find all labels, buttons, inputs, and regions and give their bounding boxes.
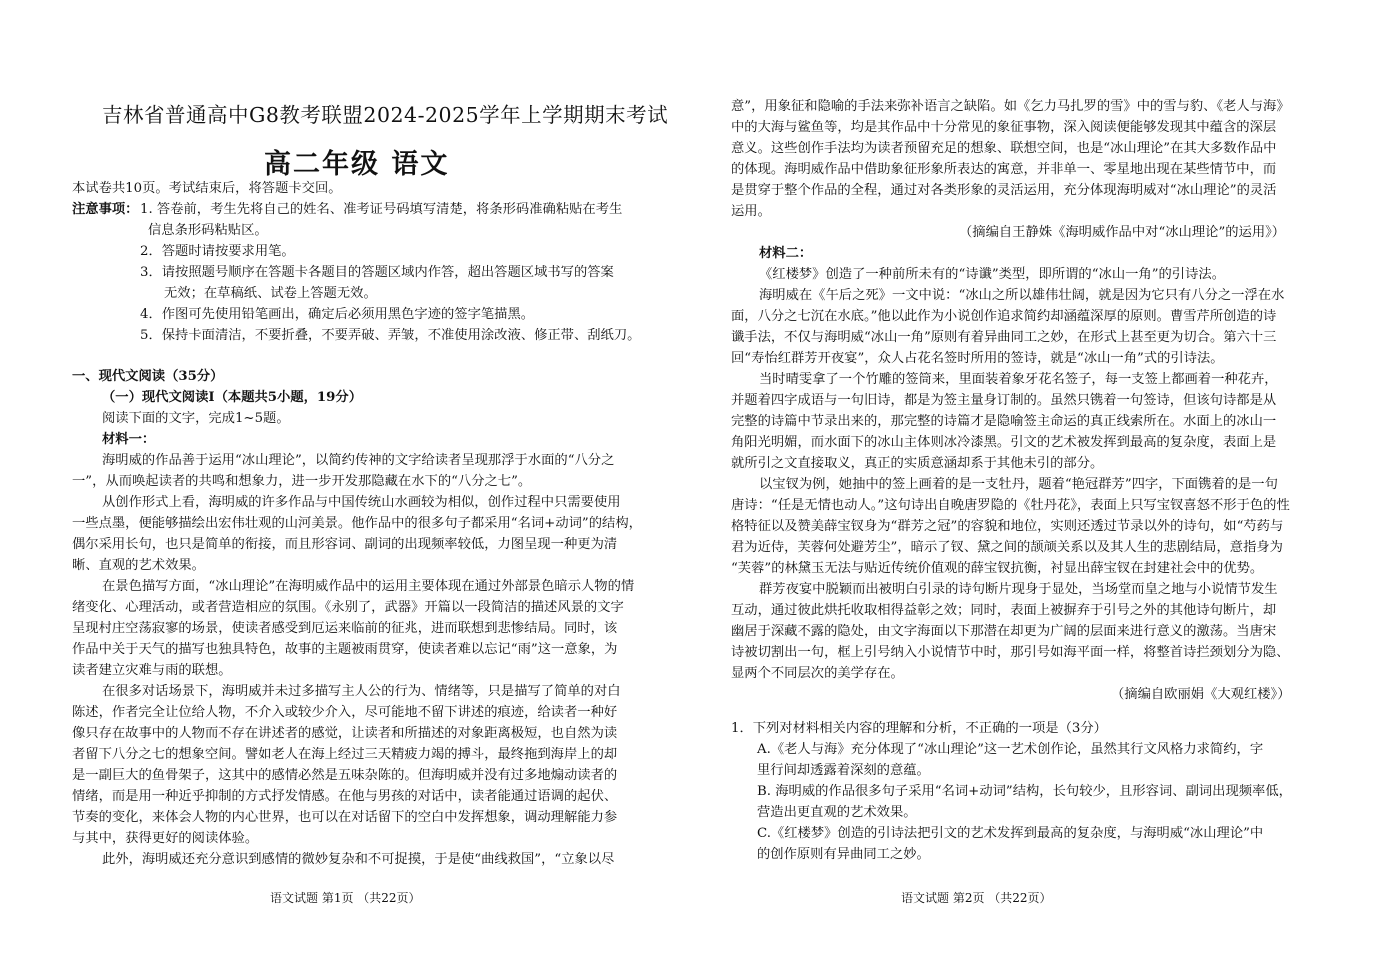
- notice-item: 信息条形码粘贴区。: [148, 223, 268, 238]
- paragraph-line: 海明威的作品善于运用“冰山理论”，以简约传神的文字给读者呈现那浮于水面的“八分之: [102, 453, 615, 468]
- paragraph-line: 群芳夜宴中脱颖而出被明白引录的诗句断片现身于显处，当场堂而皇之地与小说情节发生: [759, 582, 1278, 597]
- paragraph-line: 唐诗：“任是无情也动人。”这句诗出自晚唐罗隐的《牡丹花》，表面上只写宝钗喜怒不形于色的性: [731, 498, 1290, 513]
- paragraph-line: 作品中关于天气的描写也独具特色，故事的主题被雨贯穿，使读者难以忘记“雨”这一意象，为: [72, 642, 618, 657]
- paragraph-line: 是一副巨大的鱼骨架子，这其中的感情必然是五味杂陈的。但海明威并没有过多地煽动读者的: [72, 768, 618, 783]
- paragraph-line: 当时晴雯拿了一个竹雕的签筒来，里面装着象牙花名签子，每一支签上都画着一种花卉，: [759, 372, 1278, 387]
- paragraph-line: 互动，通过彼此烘托收取相得益彰之效；同时，表面上被摒弃于引号之外的其他诗句断片，却: [731, 603, 1277, 618]
- paragraph-line: 回“寿怡红群芳开夜宴”，众人占花名签时所用的签诗，就是“冰山一角”式的引诗法。: [731, 351, 1224, 366]
- question-stem: 1．下列对材料相关内容的理解和分析，不正确的一项是（3分）: [731, 721, 1107, 736]
- paragraph-line: 中的大海与鲨鱼等，均是其作品中十分常见的象征事物，深入阅读便能够发现其中蕴含的深层: [731, 120, 1277, 135]
- notice-item: 2．答题时请按要求用笔。: [140, 244, 295, 259]
- paragraph-line: 者留下八分之七的想象空间。譬如老人在海上经过三天精疲力竭的搏斗，最终拖到海岸上的却: [72, 747, 618, 762]
- notice-item: 3．请按照题号顺序在答题卡各题目的答题区域内作答，超出答题区域书写的答案: [140, 265, 614, 280]
- notice-item: 4．作图可先使用铅笔画出，确定后必须用黑色字迹的签字笔描黑。: [140, 307, 535, 322]
- paragraph-line: 并题着四字成语与一句旧诗，都是为签主量身订制的。虽然只镌着一句签诗，但该句诗都是从: [731, 393, 1277, 408]
- paragraph-line: 角阳光明媚，而水面下的冰山主体则冰冷漆黑。引文的艺术被发挥到最高的复杂度，表面上是: [731, 435, 1277, 450]
- paragraph-line: 在景色描写方面，“冰山理论”在海明威作品中的运用主要体现在通过外部景色暗示人物的情: [102, 579, 635, 594]
- paragraph-line: 《红楼梦》创造了一种前所未有的“诗谶”类型，即所谓的“冰山一角”的引诗法。: [759, 267, 1225, 282]
- paragraph-line: 就所引之文直接取义，真正的实质意涵却系于其他未引的部分。: [731, 456, 1104, 471]
- answer-option: B. 海明威的作品很多句子采用“名词+动词”结构，长句较少，且形容词、副词出现频率低，: [757, 784, 1292, 799]
- paragraph-line: 此外，海明威还充分意识到感情的微妙复杂和不可捉摸，于是使“曲线救国”，“立象以尽: [102, 852, 615, 867]
- paragraph-line: 一”，从而唤起读者的共鸣和想象力，进一步开发那隐藏在水下的“八分之七”。: [72, 474, 532, 489]
- right-page: [731, 0, 1307, 971]
- paragraph-line: 读者建立灾难与雨的联想。: [72, 663, 232, 678]
- paragraph-line: “芙蓉”的林黛玉无法与贴近传统价值观的薛宝钗抗衡，衬显出薛宝钗在封建社会中的优势。: [731, 561, 1264, 576]
- paragraph-line: 以宝钗为例，她抽中的签上画着的是一支牡丹，题着“艳冠群芳”四字，下面镌着的是一句: [759, 477, 1278, 492]
- paragraph-line: 从创作形式上看，海明威的许多作品与中国传统山水画较为相似，创作过程中只需要使用: [102, 495, 621, 510]
- subject-title: 高二年级 语文: [264, 149, 450, 180]
- source-citation: （摘编自欧丽娟《大观红楼》）: [1111, 687, 1291, 702]
- paragraph-line: 诗被切割出一句，框上引号纳入小说情节中时，那引号如海平面一样，将整首诗拦颈划分为隐、: [731, 645, 1290, 660]
- paragraph-line: 海明威在《午后之死》一文中说：“冰山之所以雄伟壮阔，就是因为它只有八分之一浮在水: [759, 288, 1285, 303]
- notice-item: 5．保持卡面清洁，不要折叠，不要弄破、弄皱，不准使用涂改液、修正带、刮纸刀。: [140, 328, 641, 343]
- paragraph-line: 格特征以及赞美薛宝钗身为“群芳之冠”的容貌和地位，实则还透过节录以外的诗句，如“芍药与: [731, 519, 1284, 534]
- paragraph-line: 陈述，作者完全让位给人物，不介入或较少介入，尽可能地不留下讲述的痕迹，给读者一种好: [72, 705, 618, 720]
- answer-option: 里行间却透露着深刻的意蕴。: [757, 763, 930, 778]
- paragraph-line: 与其中，获得更好的阅读体验。: [72, 831, 259, 846]
- paragraph-line: 是贯穿于整个作品的全程，通过对各类形象的灵活运用，充分体现海明威对“冰山理论”的灵活: [731, 183, 1277, 198]
- paragraph-line: 在很多对话场景下，海明威并未过多描写主人公的行为、情绪等，只是描写了简单的对白: [102, 684, 621, 699]
- paragraph-line: 晰、直观的艺术效果。: [72, 558, 205, 573]
- paragraph-line: 意”，用象征和隐喻的手法来弥补语言之缺陷。如《乞力马扎罗的雪》中的雪与豹、《老人与海》: [731, 99, 1290, 114]
- paragraph-line: 节奏的变化，来体会人物的内心世界，也可以在对话留下的空白中发挥想象，调动理解能力参: [72, 810, 618, 825]
- paragraph-line: 偶尔采用长句，也只是简单的衔接，而且形容词、副词的出现频率较低，力图呈现一种更为清: [72, 537, 618, 552]
- reading-instruction: 阅读下面的文字，完成1~5题。: [102, 411, 290, 426]
- paragraph-line: 面，八分之七沉在水底。”他以此作为小说创作追求简约却涵蕴深厚的原则。曹雪芹所创造的诗: [731, 309, 1277, 324]
- paragraph-line: 的体现。海明威作品中借助象征形象所表达的寓意，并非单一、零星地出现在某些情节中，而: [731, 162, 1277, 177]
- paragraph-line: 像只存在故事中的人物而不存在讲述者的感觉，让读者和所描述的对象距离极短，也自然为读: [72, 726, 618, 741]
- exam-title: 吉林省普通高中G8教考联盟2024-2025学年上学期期末考试: [102, 103, 669, 127]
- subsection-heading: （一）现代文阅读Ⅰ（本题共5小题，19分）: [102, 390, 363, 405]
- source-citation: （摘编自王静姝《海明威作品中对“冰山理论”的运用》）: [959, 225, 1286, 240]
- answer-option: A.《老人与海》充分体现了“冰山理论”这一艺术创作论，虽然其行文风格力求简约，字: [757, 742, 1264, 757]
- answer-option: 的创作原则有异曲同工之妙。: [757, 847, 930, 862]
- paragraph-line: 显两个不同层次的美学存在。: [731, 666, 904, 681]
- paragraph-line: 一些点墨，便能够描绘出宏伟壮观的山河美景。他作品中的很多句子都采用“名词+动词”的结构，: [72, 516, 642, 531]
- paragraph-line: 幽居于深藏不露的隐处，由文字海面以下那潜在却更为广阔的层面来进行意义的激荡。当唐宋: [731, 624, 1277, 639]
- material-label: 材料一：: [102, 432, 156, 447]
- page-footer: 语文试题 第1页 （共22页）: [270, 891, 421, 905]
- section-heading: 一、现代文阅读（35分）: [72, 369, 224, 384]
- paragraph-line: 绪变化、心理活动，或者营造相应的氛围。《永别了，武器》开篇以一段简洁的描述风景的文字: [72, 600, 624, 615]
- exam-intro: 本试卷共10页。考试结束后，将答题卡交回。: [72, 181, 342, 196]
- left-page: [72, 0, 669, 971]
- notice-item: 无效；在草稿纸、试卷上答题无效。: [164, 286, 377, 301]
- material-label: 材料二：: [759, 246, 813, 261]
- paragraph-line: 呈现村庄空荡寂寥的场景，使读者感受到厄运来临前的征兆，进而联想到悲惨结局。同时，该: [72, 621, 618, 636]
- paragraph-line: 谶手法，不仅与海明威“冰山一角”原则有着异曲同工之妙，在形式上甚至更为切合。第六十三: [731, 330, 1277, 345]
- notice-label: 注意事项：: [72, 202, 139, 217]
- paragraph-line: 君为近侍，芙蓉何处避芳尘”，暗示了钗、黛之间的颉颃关系以及其人生的悲剧结局，意指身为: [731, 540, 1283, 555]
- paragraph-line: 完整的诗篇中节录出来的，那完整的诗篇才是隐喻签主命运的真正线索所在。水面上的冰山一: [731, 414, 1277, 429]
- paragraph-line: 意义。这些创作手法均为读者预留充足的想象、联想空间，也是“冰山理论”在其大多数作品中: [731, 141, 1277, 156]
- notice-item: 1. 答卷前，考生先将自己的姓名、准考证号码填写清楚，将条形码准确粘贴在考生: [140, 202, 623, 217]
- answer-option: 营造出更直观的艺术效果。: [757, 805, 917, 820]
- answer-option: C.《红楼梦》创造的引诗法把引文的艺术发挥到最高的复杂度，与海明威“冰山理论”中: [757, 826, 1264, 841]
- paragraph-line: 运用。: [731, 204, 771, 219]
- paragraph-line: 情绪，而是用一种近乎抑制的方式抒发情感。在他与男孩的对话中，读者能通过语调的起伏、: [72, 789, 618, 804]
- page-footer: 语文试题 第2页 （共22页）: [901, 891, 1052, 905]
